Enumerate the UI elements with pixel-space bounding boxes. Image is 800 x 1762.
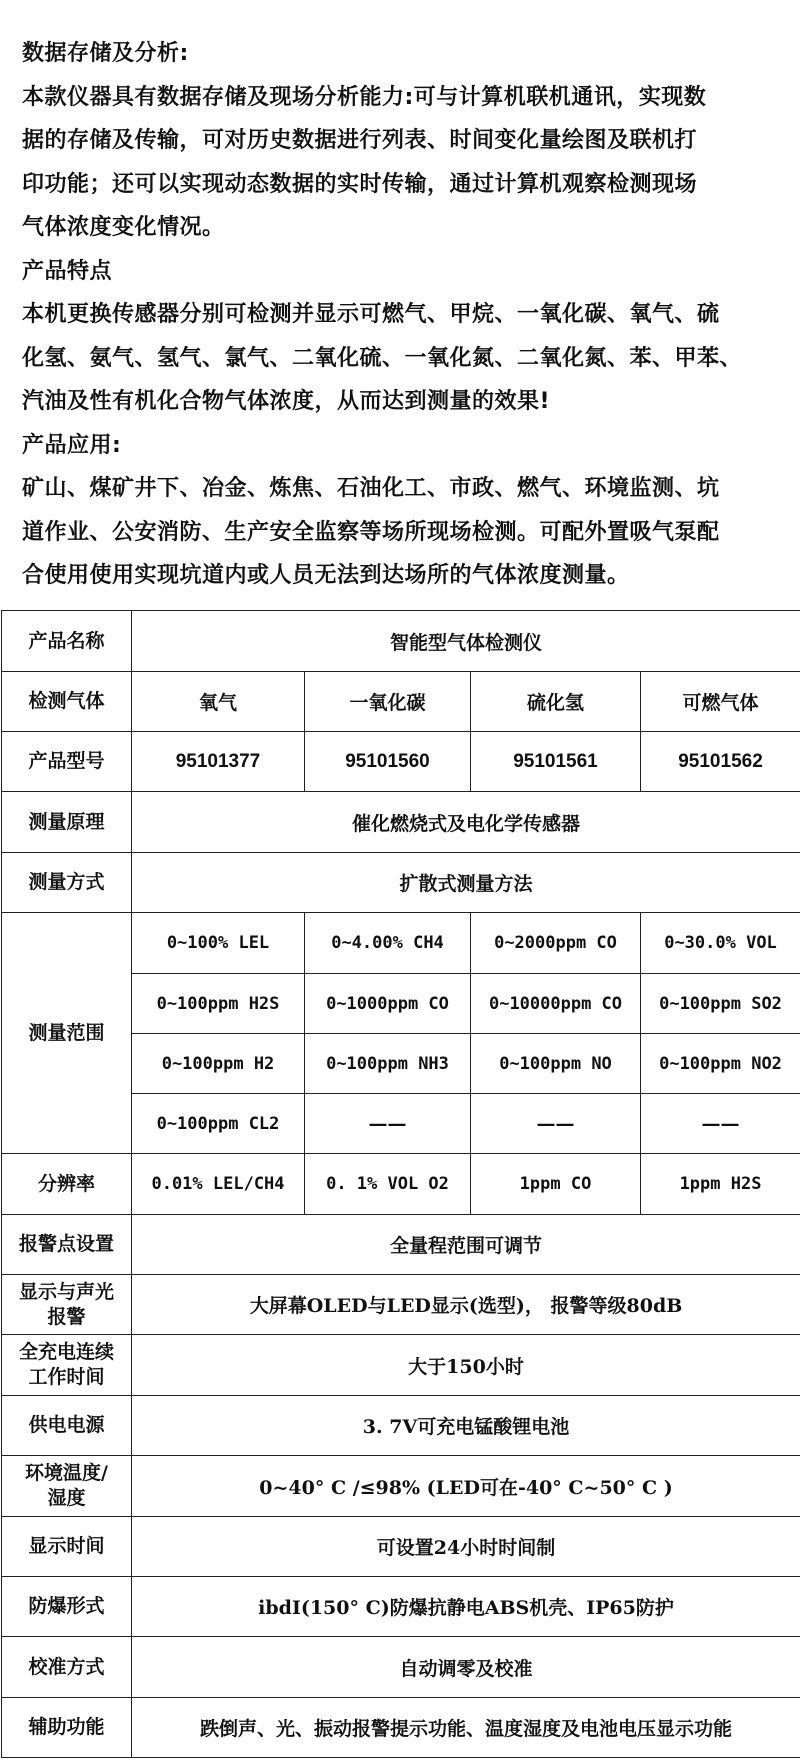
table-row <box>2 1456 800 1517</box>
gas-cell: 氧气 <box>132 672 305 732</box>
section-heading-features: 产品特点 <box>22 258 113 284</box>
table-row <box>2 1335 800 1396</box>
label-resolution: 分辨率 <box>2 1154 132 1215</box>
value-calibration: 自动调零及校准 <box>132 1637 800 1698</box>
section-heading-storage: 数据存储及分析: <box>22 41 189 66</box>
label-work-time <box>2 1335 132 1396</box>
range-cell: 0~100% LEL <box>132 913 305 974</box>
range-cell: 0~100ppm NH3 <box>305 1034 471 1094</box>
label-power: 供电电源 <box>2 1396 132 1456</box>
table-row <box>2 1698 800 1758</box>
range-cell: 0~100ppm SO2 <box>641 974 800 1034</box>
value-alarm-point: 全量程范围可调节 <box>132 1215 800 1275</box>
gas-cell: 可燃气体 <box>641 672 800 732</box>
gas-cell: 硫化氢 <box>471 672 641 732</box>
intro-line: 汽油及性有机化合物气体浓度，从而达到测量的效果! <box>22 389 551 414</box>
intro-line: 印功能；还可以实现动态数据的实时传输，通过计算机观察检测现场 <box>22 171 698 197</box>
value-method: 扩散式测量方法 <box>132 853 800 913</box>
label-line: 工作时间 <box>28 1366 105 1388</box>
gas-cell: 一氧化碳 <box>305 672 471 732</box>
label-gas: 检测气体 <box>2 672 132 732</box>
value-display-alarm: 大屏幕OLED与LED显示(选型)， 报警等级80dB <box>132 1275 800 1335</box>
value-product-name: 智能型气体检测仪 <box>132 611 800 672</box>
range-cell: 0~100ppm NO2 <box>641 1034 800 1094</box>
intro-line: 矿山、煤矿井下、冶金、炼焦、石油化工、市政、燃气、环境监测、坑 <box>22 476 720 501</box>
label-model: 产品型号 <box>2 732 132 792</box>
range-cell: 0~1000ppm CO <box>305 974 471 1034</box>
table-row <box>2 1396 800 1456</box>
range-cell-empty: —— <box>471 1094 641 1154</box>
range-cell: 0~100ppm H2S <box>132 974 305 1034</box>
resolution-cell: 0.01% LEL/CH4 <box>132 1154 305 1215</box>
label-principle: 测量原理 <box>2 792 132 853</box>
intro-line: 化氢、氨气、氢气、氯气、二氧化硫、一氧化氮、二氧化氮、苯、甲苯、 <box>22 345 743 371</box>
intro-line: 气体浓度变化情况。 <box>22 215 225 240</box>
value-aux: 跌倒声、光、振动报警提示功能、温度湿度及电池电压显示功能 <box>132 1698 800 1758</box>
label-method: 测量方式 <box>2 853 132 913</box>
model-cell: 95101377 <box>132 732 305 792</box>
label-env <box>2 1456 132 1517</box>
label-explosion: 防爆形式 <box>2 1577 132 1637</box>
resolution-cell: 0. 1% VOL O2 <box>305 1154 471 1215</box>
label-line: 显示与声光 <box>18 1280 114 1303</box>
table-row <box>2 1577 800 1637</box>
resolution-cell: 1ppm CO <box>471 1154 641 1215</box>
model-cell: 95101562 <box>641 732 800 792</box>
label-aux: 辅助功能 <box>2 1698 132 1758</box>
range-cell: 0~100ppm H2 <box>132 1034 305 1094</box>
value-power: 3. 7V可充电锰酸锂电池 <box>132 1396 800 1456</box>
label-line: 全充电连续 <box>18 1341 114 1363</box>
range-cell-empty: —— <box>641 1094 800 1154</box>
label-line: 环境温度/ <box>25 1462 108 1484</box>
label-line: 报警 <box>47 1305 86 1328</box>
resolution-cell: 1ppm H2S <box>641 1154 800 1215</box>
value-explosion: ibdI(150° C)防爆抗静电ABS机壳、IP65防护 <box>132 1577 800 1637</box>
label-display-time: 显示时间 <box>2 1517 132 1577</box>
value-env: 0~40° C /≤98% (LED可在-40° C~50° C ) <box>132 1456 800 1517</box>
table-row <box>2 913 800 974</box>
table-row <box>2 792 800 853</box>
range-cell: 0~100ppm CL2 <box>132 1094 305 1154</box>
label-line: 湿度 <box>47 1487 86 1509</box>
table-row <box>2 611 800 672</box>
table-row <box>2 1154 800 1215</box>
range-cell: 0~100ppm NO <box>471 1034 641 1094</box>
intro-line: 道作业、公安消防、生产安全监察等场所现场检测。可配外置吸气泵配 <box>22 519 720 545</box>
label-alarm-point: 报警点设置 <box>2 1215 132 1275</box>
table-row <box>2 732 800 792</box>
range-cell: 0~4.00% CH4 <box>305 913 471 974</box>
intro-text <box>22 32 792 598</box>
table-row <box>2 1215 800 1275</box>
label-display-alarm <box>2 1275 132 1335</box>
value-work-time: 大于150小时 <box>132 1335 800 1396</box>
section-heading-applications: 产品应用: <box>22 432 122 458</box>
range-cell: 0~10000ppm CO <box>471 974 641 1034</box>
label-calibration: 校准方式 <box>2 1637 132 1698</box>
table-row <box>2 672 800 732</box>
table-row <box>2 1275 800 1335</box>
range-cell: 0~30.0% VOL <box>641 913 800 974</box>
range-cell-empty: —— <box>305 1094 471 1154</box>
spec-table <box>1 610 800 1758</box>
intro-line: 合使用使用实现坑道内或人员无法到达场所的气体浓度测量。 <box>22 563 630 588</box>
range-cell: 0~2000ppm CO <box>471 913 641 974</box>
intro-line: 据的存储及传输，可对历史数据进行列表、时间变化量绘图及联机打 <box>22 128 698 153</box>
intro-line: 本机更换传感器分别可检测并显示可燃气、甲烷、一氧化碳、氧气、硫 <box>22 302 720 327</box>
value-display-time: 可设置24小时时间制 <box>132 1517 800 1577</box>
model-cell: 95101561 <box>471 732 641 792</box>
table-row <box>2 1517 800 1577</box>
value-principle: 催化燃烧式及电化学传感器 <box>132 792 800 853</box>
label-range: 测量范围 <box>2 913 132 1154</box>
intro-line: 本款仪器具有数据存储及现场分析能力:可与计算机联机通讯，实现数 <box>22 84 707 110</box>
model-cell: 95101560 <box>305 732 471 792</box>
label-product-name: 产品名称 <box>2 611 132 672</box>
table-row <box>2 1637 800 1698</box>
table-row <box>2 853 800 913</box>
